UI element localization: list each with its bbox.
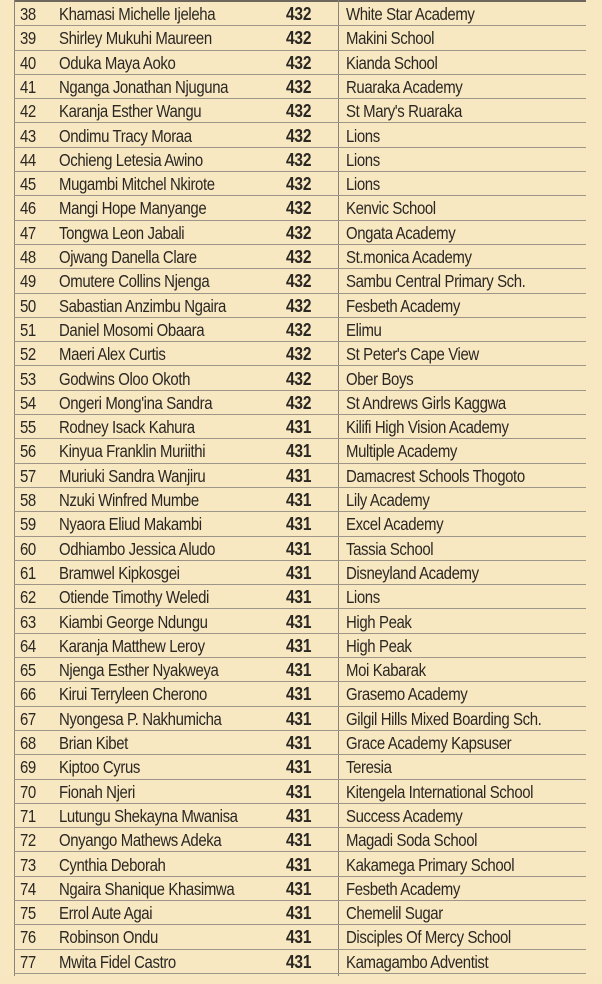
rank-cell: 74 xyxy=(20,878,36,899)
school-name: Excel Academy xyxy=(346,514,444,535)
school-name: Disciples Of Mercy School xyxy=(346,927,511,948)
score-cell: 432 xyxy=(286,295,312,316)
candidate-name: Otiende Timothy Weledi xyxy=(59,587,209,608)
score-cell: 432 xyxy=(286,222,312,243)
score-cell: 432 xyxy=(286,392,312,413)
table-row xyxy=(14,853,586,877)
table-row xyxy=(14,950,586,974)
rank-cell: 46 xyxy=(20,198,36,219)
rank-cell: 41 xyxy=(20,76,36,97)
rank-cell: 68 xyxy=(20,733,36,753)
score-cell: 432 xyxy=(286,125,312,146)
rank-cell: 39 xyxy=(20,28,36,49)
score-cell: 432 xyxy=(286,198,312,219)
score-cell: 432 xyxy=(286,101,312,122)
candidate-name: Daniel Mosomi Obaara xyxy=(59,319,205,340)
rank-cell: 69 xyxy=(20,757,36,778)
candidate-name: Muriuki Sandra Wanjiru xyxy=(59,465,206,486)
score-cell: 431 xyxy=(286,514,312,535)
table-row xyxy=(14,124,586,148)
school-name: Ober Boys xyxy=(346,368,414,389)
candidate-name: Ojwang Danella Clare xyxy=(59,247,197,267)
candidate-name: Errol Aute Agai xyxy=(59,903,153,924)
rank-cell: 48 xyxy=(20,247,36,267)
score-cell: 431 xyxy=(286,635,312,656)
rank-cell: 55 xyxy=(20,417,36,438)
rank-cell: 75 xyxy=(20,903,36,924)
school-name: Gilgil Hills Mixed Boarding Sch. xyxy=(346,708,542,729)
score-cell: 432 xyxy=(286,368,312,389)
school-name: St.monica Academy xyxy=(346,247,472,267)
candidate-name: Ngaira Shanique Khasimwa xyxy=(59,878,235,899)
table-row xyxy=(14,196,586,220)
table-row xyxy=(14,585,586,609)
score-cell: 431 xyxy=(286,951,312,972)
candidate-name: Ongeri Mong'ina Sandra xyxy=(59,392,213,413)
rank-cell: 57 xyxy=(20,465,36,486)
school-name: Fesbeth Academy xyxy=(346,878,460,899)
table-row xyxy=(14,804,586,828)
table-row xyxy=(14,561,586,585)
rank-cell: 60 xyxy=(20,538,36,559)
score-cell: 432 xyxy=(286,247,312,267)
score-cell: 432 xyxy=(286,271,312,292)
score-cell: 431 xyxy=(286,708,312,729)
school-name: Kitengela International School xyxy=(346,781,534,802)
score-cell: 431 xyxy=(286,684,312,705)
score-cell: 432 xyxy=(286,28,312,49)
school-name: Kakamega Primary School xyxy=(346,854,515,875)
rank-cell: 70 xyxy=(20,781,36,802)
table-row xyxy=(14,780,586,804)
score-cell: 431 xyxy=(286,805,312,826)
score-cell: 431 xyxy=(286,781,312,802)
table-row xyxy=(14,99,586,123)
table-row xyxy=(14,512,586,536)
school-name: Makini School xyxy=(346,28,435,49)
table-row xyxy=(14,367,586,391)
table-row xyxy=(14,731,586,755)
table-row xyxy=(14,634,586,658)
table-row xyxy=(14,537,586,561)
rank-cell: 72 xyxy=(20,830,36,851)
candidate-name: Nyaora Eliud Makambi xyxy=(59,514,202,535)
school-name: Disneyland Academy xyxy=(346,562,479,583)
rank-cell: 54 xyxy=(20,392,36,413)
score-cell: 432 xyxy=(286,174,312,195)
table-row xyxy=(14,439,586,463)
candidate-name: Mugambi Mitchel Nkirote xyxy=(59,174,215,195)
rank-cell: 73 xyxy=(20,854,36,875)
candidate-name: Bramwel Kipkosgei xyxy=(59,562,180,583)
school-name: Multiple Academy xyxy=(346,441,458,462)
score-cell: 432 xyxy=(286,4,312,24)
school-name: Lions xyxy=(346,587,380,608)
rank-cell: 45 xyxy=(20,174,36,195)
score-cell: 432 xyxy=(286,344,312,365)
rank-cell: 63 xyxy=(20,611,36,632)
candidate-name: Maeri Alex Curtis xyxy=(59,344,166,365)
score-cell: 431 xyxy=(286,878,312,899)
school-name: St Andrews Girls Kaggwa xyxy=(346,392,506,413)
school-name: Tassia School xyxy=(346,538,434,559)
rank-cell: 64 xyxy=(20,635,36,656)
table-row xyxy=(14,51,586,75)
rank-cell: 47 xyxy=(20,222,36,243)
candidate-name: Nyongesa P. Nakhumicha xyxy=(59,708,222,729)
candidate-name: Mangi Hope Manyange xyxy=(59,198,207,219)
candidate-name: Lutungu Shekayna Mwanisa xyxy=(59,805,238,826)
table-row xyxy=(14,172,586,196)
rank-cell: 61 xyxy=(20,562,36,583)
candidate-name: Oduka Maya Aoko xyxy=(59,52,176,73)
candidate-name: Brian Kibet xyxy=(59,733,128,753)
rank-cell: 43 xyxy=(20,125,36,146)
rank-cell: 59 xyxy=(20,514,36,535)
table-row xyxy=(14,901,586,925)
school-name: St Peter's Cape View xyxy=(346,344,479,365)
school-name: High Peak xyxy=(346,611,412,632)
table-row xyxy=(14,925,586,949)
candidate-name: Ondimu Tracy Moraa xyxy=(59,125,192,146)
score-cell: 431 xyxy=(286,757,312,778)
table-row xyxy=(14,391,586,415)
table-row xyxy=(14,148,586,172)
score-cell: 431 xyxy=(286,854,312,875)
table-row xyxy=(14,464,586,488)
school-name: Kamagambo Adventist xyxy=(346,951,489,972)
rank-cell: 52 xyxy=(20,344,36,365)
school-name: Grasemo Academy xyxy=(346,684,468,705)
table-row xyxy=(14,658,586,682)
rank-cell: 76 xyxy=(20,927,36,948)
score-cell: 431 xyxy=(286,830,312,851)
score-cell: 431 xyxy=(286,927,312,948)
school-name: Chemelil Sugar xyxy=(346,903,443,924)
table-row xyxy=(14,610,586,634)
score-cell: 432 xyxy=(286,76,312,97)
candidate-name: Cynthia Deborah xyxy=(59,854,166,875)
table-row xyxy=(14,221,586,245)
rank-cell: 50 xyxy=(20,295,36,316)
table-row xyxy=(14,488,586,512)
school-name: Sambu Central Primary Sch. xyxy=(346,271,526,292)
rank-cell: 67 xyxy=(20,708,36,729)
candidate-name: Godwins Oloo Okoth xyxy=(59,368,191,389)
table-row xyxy=(14,269,586,293)
candidate-name: Sabastian Anzimbu Ngaira xyxy=(59,295,226,316)
school-name: Teresia xyxy=(346,757,392,778)
rank-cell: 42 xyxy=(20,101,36,122)
school-name: Ongata Academy xyxy=(346,222,456,243)
score-cell: 431 xyxy=(286,490,312,510)
score-cell: 431 xyxy=(286,587,312,608)
candidate-name: Shirley Mukuhi Maureen xyxy=(59,28,212,49)
candidate-name: Karanja Matthew Leroy xyxy=(59,635,205,656)
school-name: Lions xyxy=(346,125,380,146)
table-row xyxy=(14,877,586,901)
table-row xyxy=(14,75,586,99)
school-name: Kenvic School xyxy=(346,198,436,219)
candidate-name: Kirui Terryleen Cherono xyxy=(59,684,207,705)
rank-cell: 65 xyxy=(20,660,36,681)
candidate-name: Mwita Fidel Castro xyxy=(59,951,176,972)
school-name: White Star Academy xyxy=(346,4,475,24)
school-name: St Mary's Ruaraka xyxy=(346,101,462,122)
school-name: Moi Kabarak xyxy=(346,660,426,681)
candidate-name: Karanja Esther Wangu xyxy=(59,101,202,122)
rank-cell: 53 xyxy=(20,368,36,389)
score-cell: 431 xyxy=(286,562,312,583)
score-cell: 431 xyxy=(286,903,312,924)
school-name: Ruaraka Academy xyxy=(346,76,463,97)
rank-cell: 56 xyxy=(20,441,36,462)
table-row xyxy=(14,828,586,852)
school-name: Fesbeth Academy xyxy=(346,295,460,316)
score-cell: 431 xyxy=(286,441,312,462)
candidate-name: Fionah Njeri xyxy=(59,781,135,802)
score-cell: 431 xyxy=(286,417,312,438)
rank-cell: 49 xyxy=(20,271,36,292)
table-row xyxy=(14,2,586,26)
school-name: Kilifi High Vision Academy xyxy=(346,417,509,438)
school-name: Success Academy xyxy=(346,805,463,826)
candidate-name: Khamasi Michelle Ijeleha xyxy=(59,4,216,24)
rank-cell: 38 xyxy=(20,4,36,24)
rank-cell: 51 xyxy=(20,319,36,340)
table-row xyxy=(14,294,586,318)
table-row xyxy=(14,415,586,439)
table-row xyxy=(14,245,586,269)
candidate-name: Nganga Jonathan Njuguna xyxy=(59,76,229,97)
candidate-name: Omutere Collins Njenga xyxy=(59,271,210,292)
candidate-name: Onyango Mathews Adeka xyxy=(59,830,222,851)
rank-cell: 58 xyxy=(20,490,36,510)
rank-cell: 66 xyxy=(20,684,36,705)
score-cell: 432 xyxy=(286,52,312,73)
school-name: Lily Academy xyxy=(346,490,430,510)
school-name: Lions xyxy=(346,174,380,195)
table-row xyxy=(14,26,586,50)
rank-cell: 77 xyxy=(20,951,36,972)
score-cell: 432 xyxy=(286,319,312,340)
candidate-name: Ochieng Letesia Awino xyxy=(59,149,203,170)
score-cell: 432 xyxy=(286,149,312,170)
school-name: Damacrest Schools Thogoto xyxy=(346,465,525,486)
rank-cell: 62 xyxy=(20,587,36,608)
candidate-name: Odhiambo Jessica Aludo xyxy=(59,538,216,559)
candidate-name: Tongwa Leon Jabali xyxy=(59,222,185,243)
table-row xyxy=(14,707,586,731)
candidate-name: Robinson Ondu xyxy=(59,927,158,948)
score-cell: 431 xyxy=(286,465,312,486)
table-row xyxy=(14,342,586,366)
candidate-name: Kiptoo Cyrus xyxy=(59,757,140,778)
score-cell: 431 xyxy=(286,611,312,632)
school-name: Elimu xyxy=(346,319,382,340)
table-row xyxy=(14,682,586,706)
table-row xyxy=(14,318,586,342)
rank-cell: 71 xyxy=(20,805,36,826)
candidate-name: Kiambi George Ndungu xyxy=(59,611,208,632)
candidate-name: Rodney Isack Kahura xyxy=(59,417,195,438)
school-name: High Peak xyxy=(346,635,412,656)
school-name: Grace Academy Kapsuser xyxy=(346,733,512,753)
candidate-name: Nzuki Winfred Mumbe xyxy=(59,490,199,510)
candidate-name: Kinyua Franklin Muriithi xyxy=(59,441,206,462)
candidate-name: Njenga Esther Nyakweya xyxy=(59,660,219,681)
school-name: Lions xyxy=(346,149,380,170)
rank-cell: 44 xyxy=(20,149,36,170)
table-row xyxy=(14,755,586,779)
score-cell: 431 xyxy=(286,733,312,753)
rank-cell: 40 xyxy=(20,52,36,73)
school-name: Kianda School xyxy=(346,52,438,73)
school-name: Magadi Soda School xyxy=(346,830,478,851)
score-cell: 431 xyxy=(286,538,312,559)
score-cell: 431 xyxy=(286,660,312,681)
